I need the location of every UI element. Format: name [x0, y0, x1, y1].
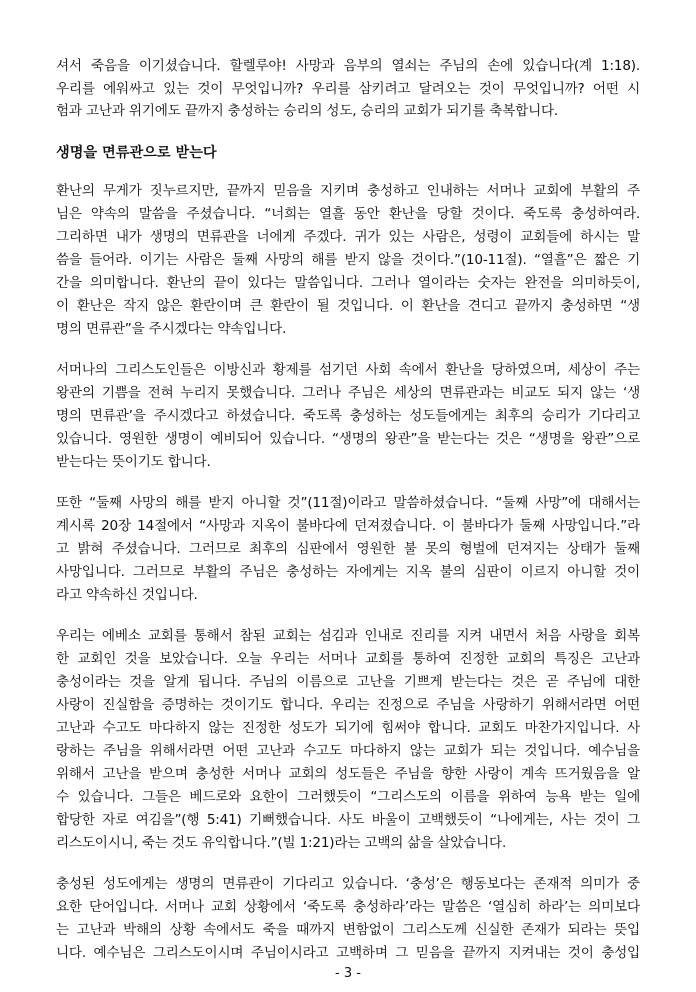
- text-line: 우리를 에워싸고 있는 것이 무엇입니까? 우리를 삼키려고 달려오는 것이 무엇입니까? 어떤 시: [56, 81, 640, 97]
- text-line: 요한 단어입니다. 서머나 교회 상황에서 ‘죽도록 충성하라’라는 말씀은 ‘열심히 하라’는 의미보다: [56, 899, 640, 915]
- text-line: 위해서 고난을 받으며 충성한 서머나 교회의 성도들은 주님을 향한 사랑이 계속 뜨거웠음을 알: [56, 766, 640, 782]
- text-line: 간을 의미합니다. 환난의 끝이 있다는 말씀입니다. 그러나 열이라는 숫자는 완전을 의미하듯이,: [56, 275, 640, 291]
- text-line: 한 교회인 것을 보았습니다. 오늘 우리는 서머나 교회를 통하여 진정한 교회의 특징은 고난과: [56, 651, 640, 667]
- text-line: 이 환난은 작지 않은 환란이며 큰 환란이 될 것입니다. 이 환난을 견디고 끝까지 충성하면 “생: [56, 298, 640, 314]
- text-line: 리스도이시니, 죽는 것도 유익합니다.”(빌 1:21)라는 고백의 삶을 살았습니다.: [56, 835, 507, 851]
- text-line: 고 밝혀 주셨습니다. 그러므로 최후의 심판에서 영원한 불 못의 형벌에 던져지는 상태가 둘째: [56, 541, 640, 557]
- text-line: 수 있습니다. 그들은 베드로와 요한이 그러했듯이 “그리스도의 이름을 위하여 능욕 받는 일에: [56, 789, 640, 805]
- text-line: 사망입니다. 그러므로 부활의 주님은 충성하는 자에게는 지옥 불의 심판이 이르지 아니할 것이: [56, 564, 640, 580]
- text-line: 환난의 무게가 짓누르지만, 끝까지 믿음을 지키며 충성하고 인내하는 서머나 교회에 부활의 주: [56, 183, 640, 199]
- text-line: 왕관의 기쁨을 전혀 누리지 못했습니다. 그러나 주님은 세상의 면류관과는 비교도 되지 않는 ‘생: [56, 385, 640, 401]
- text-line: 명의 면류관”을 주시겠다는 약속입니다.: [56, 321, 287, 337]
- text-line: 우리는 에베소 교회를 통해서 참된 교회는 섬김과 인내로 진리를 지켜 내면서 처음 사랑을 회복: [56, 628, 640, 644]
- text-line: 충성된 성도에게는 생명의 면류관이 기다리고 있습니다. ‘충성’은 행동보다는 존재적 의미가 중: [56, 876, 640, 892]
- text-line: 씀을 들어라. 이기는 사람은 둘째 사망의 해를 받지 않을 것이다.”(10-11절). “열흘”은 짧은 기: [56, 252, 640, 268]
- text-line: 서머나의 그리스도인들은 이방신과 황제를 섬기던 사회 속에서 환난을 당하였으며, 세상이 주는: [56, 362, 640, 378]
- section-heading: 생명을 면류관으로 받는다: [56, 145, 217, 161]
- text-line: 니다. 예수님은 그리스도이시며 주님이시라고 고백하며 그 믿음을 끝까지 지켜내는 것이 충성입: [56, 945, 640, 961]
- text-line: 라고 약속하신 것입니다.: [56, 587, 198, 603]
- text-line: 명의 면류관’을 주시겠다고 하셨습니다. 죽도록 충성하는 성도들에게는 최후의 승리가 기다리고: [56, 408, 640, 424]
- text-line: 는 고난과 박해의 상황 속에서도 죽을 때까지 변함없이 그리스도께 신실한 존재가 되라는 뜻입: [56, 922, 640, 938]
- text-line: 받는다는 뜻이기도 합니다.: [56, 454, 211, 470]
- text-line: 합당한 자로 여김을”(행 5:41) 기뻐했습니다. 사도 바울이 고백했듯이 “나에게는, 사는 것이 그: [56, 812, 640, 828]
- text-line: 험과 고난과 위기에도 끝까지 충성하는 승리의 성도, 승리의 교회가 되기를 축복합니다.: [56, 103, 559, 119]
- text-line: 또한 “둘째 사망의 해를 받지 아니할 것”(11절)이라고 말씀하셨습니다. “둘째 사망”에 대해서는: [56, 495, 640, 511]
- text-line: 있습니다. 영원한 생명이 예비되어 있습니다. “생명의 왕관”을 받는다는 것은 “생명을 왕관”으로: [56, 431, 640, 447]
- text-line: 그리하면 내가 생명의 면류관을 너에게 주겠다. 귀가 있는 사람은, 성령이 교회들에 하시는 말: [56, 229, 640, 245]
- text-line: 충성이라는 것을 알게 됩니다. 주님의 이름으로 고난을 기쁘게 받는다는 것은 곧 주님에 대한: [56, 674, 640, 690]
- text-line: 고난과 수고도 마다하지 않는 진정한 성도가 되기에 힘써야 합니다. 교회도 마찬가지입니다. 사: [56, 720, 640, 736]
- text-line: 랑하는 주님을 위해서라면 어떤 고난과 수고도 마다하지 않는 교회가 되는 것입니다. 예수님을: [56, 743, 640, 759]
- text-line: 님은 약속의 말씀을 주셨습니다. “너희는 열흘 동안 환난을 당할 것이다. 죽도록 충성하여라.: [56, 206, 640, 222]
- text-line: 사랑이 진실함을 증명하는 것이기도 합니다. 우리는 진정으로 주님을 사랑하기 위해서라면 어떤: [56, 697, 640, 713]
- page-number: - 3 -: [335, 966, 361, 981]
- text-line: 셔서 죽음을 이기셨습니다. 할렐루야! 사망과 음부의 열쇠는 주님의 손에 있습니다(계 1:18).: [56, 58, 640, 74]
- text-line: 계시록 20장 14절에서 “사망과 지옥이 불바다에 던져졌습니다. 이 불바다가 둘째 사망입니다.”라: [56, 518, 640, 534]
